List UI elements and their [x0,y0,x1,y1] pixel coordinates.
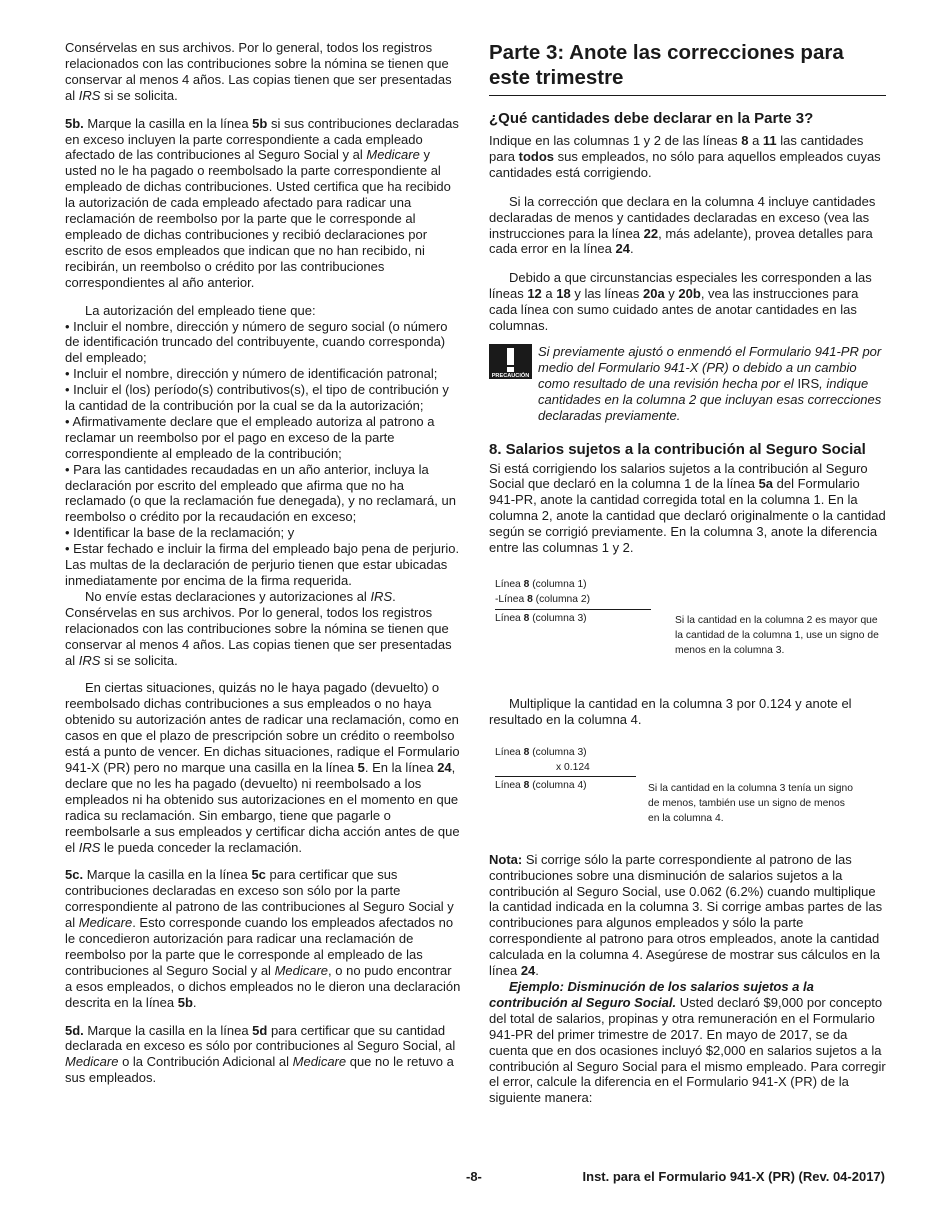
section-heading-part3-amounts: ¿Qué cantidades debe declarar en la Parte 3? [489,110,814,127]
bullet-item: • Incluir el nombre, dirección y número de seguro social (o número de identificación truncado del contribuyente, cuando corresponda) del empleado; [65,318,448,366]
bullet-item: • Incluir el (los) período(s) contributivos(s), el tipo de contribución y la cantidad de la contribución por la cual se da la autorización; [65,382,449,414]
worksheet-line: Línea 8 (columna 3) [495,612,587,624]
worksheet-line: x 0.124 [556,761,590,773]
bullet-item: • Afirmativamente declare que el empleado autoriza al patrono a reclamar un reembolso por el pago en exceso de la parte correspondiente al empleado de la contribución; [65,413,435,461]
instruction-title: Inst. para el Formulario 941-X (PR) (Rev. 04-2017) [582,1169,885,1184]
caution-note [489,344,886,424]
bullet-item: • Estar fechado e incluir la firma del empleado bajo pena de perjurio. Las multas de la declaración de perjurio tienen que estar ubicadas inmediatamente por encima de la firma requerida. [65,541,460,588]
worksheet-line: Línea 8 (columna 4) [495,779,587,791]
paragraph-ejemplo: Ejemplo: Disminución de los salarios sujetos a la contribución al Seguro Social. Usted declaró $9,000 por concepto del total de salarios, propinas y otra remuneración en el Formulario 941-PR del primer trimestre de 2017. En mayo de 2017, se da cuenta que en dos ocasiones incluyó $2,000 en salarios sujetos a la contribución al Seguro Social para el mismo empleado. Para corregir el error, calcule la diferencia en el Formulario 941-X (PR) de la siguiente manera: [489,979,886,1106]
page-number: -8- [466,1169,482,1184]
paragraph-line-8: Si está corrigiendo los salarios sujetos a la contribución al Seguro Social que declaró en la columna 1 de la línea 5a del Formulario 941-PR, anote la cantidad corregida total en la columna 1. En la columna 2, anote la cantidad que declaró originalmente o la cantidad según se corrigió previamente. En la columna 3, anote la diferencia entre las columnas 1 y 2. [489,460,886,556]
authorization-intro: La autorización del empleado tiene que: [85,302,316,318]
paragraph-multiplique: Multiplique la cantidad en la columna 3 por 0.124 y anote el resultado en la columna 4. [489,695,852,727]
paragraph-5b: 5b. Marque la casilla en la línea 5b si sus contribuciones declaradas en exceso incluyen la parte correspondiente a cada empleado afectado de las contribuciones al Seguro Social y al Medicare y usted no le ha pagado o reembolsado la parte correspondiente al empleado de dichas contribuciones. Usted certifica que ha recibido la autorización de cada empleado afectado para radicar una reclamación de reembolso por la parte que le corresponde al empleado de dichas contribuciones y recibió declaraciones por escrito de esos empleados que indican que no han recibido, ni recibirán, un reembolso o crédito por las contribuciones correspondientes al año anterior. [65,115,459,290]
part3-title: Parte 3: Anote las correcciones para este trimestre [489,40,886,96]
right-column [489,40,886,1106]
caution-icon-label: PRECAUCIÓN [491,372,530,379]
paragraph-nota: Nota: Si corrige sólo la parte correspondiente al patrono de las contribuciones sobre una disminución de salarios sujetos a la contribución al Seguro Social, use 0.062 (6.2%) cuando multiplique la cantidad indicada en la columna 3. Si corrige ambas partes de las contribuciones para algunos empleados y sólo la parte correspondiente al patrono para otros empleados, anote la cantidad calculada en la columna 4. Asegúrese de mostrar sus cálculos en la línea 24. [489,851,883,979]
worksheet-note: Si la cantidad en la columna 2 es mayor que la cantidad de la columna 1, use un signo de menos en la columna 3. [675,614,879,656]
bullet-item: • Identificar la base de la reclamación; y [65,525,295,541]
left-column [65,40,462,1086]
paragraph-si-correccion: Si la corrección que declara en la columna 4 incluye cantidades declaradas de menos y cantidades declaradas en exceso (vea las instrucciones para la línea 22, más adelante), provea detalles para cada error en la línea 24. [489,193,876,257]
worksheet-line-8-col3 [489,574,886,658]
worksheet-line: Línea 8 (columna 3) [495,746,587,758]
worksheet-line: Línea 8 (columna 1) [495,578,587,590]
paragraph-keep-records: Consérvelas en sus archivos. Por lo general, todos los registros relacionados con las contribuciones sobre la nómina se tienen que conservar al menos 4 años. Las copias tienen que ser presentadas al IRS si se solicita. [65,40,452,103]
paragraph-5d: 5d. Marque la casilla en la línea 5d para certificar que su cantidad declarada en exceso es sólo por contribuciones al Seguro Social, al Medicare o la Contribución Adicional al Medicare que no le retuvo a sus empleados. [65,1022,456,1086]
paragraph-ciertas-situaciones: En ciertas situaciones, quizás no le haya pagado (devuelto) o reembolsado dichas contribuciones a sus empleados o no haya obtenido su autorización antes de radicar una reclamación, como en casos en que el plazo de prescripción sobre un crédito o reembolso está a punto de vencer. En dichas situaciones, radique el Formulario 941-X (PR) pero no marque una casilla en la línea 5. En la línea 24, declare que no les ha pagado (devuelto) ni reembolsado a los empleados ni ha obtenido sus autorizaciones en el momento en que radica su reclamación. Sin embargo, tiene que pagarle o reembolsarle a sus empleados y certificar dicha acción antes de que el IRS le pueda conceder la reclamación. [65,680,460,855]
worksheet-rule [495,776,636,777]
caution-text: Si previamente ajustó o enmendó el Formulario 941-PR por medio del Formulario 941-X (PR) o debido a un cambio como resultado de una revisión hecha por el IRS, indique cantidades en la columna 2 que incluyan esas correcciones declaradas previamente. [538,343,882,423]
worksheet-note: Si la cantidad en la columna 3 tenía un signo de menos, también use un signo de menos en la columna 4. [648,782,853,824]
paragraph-indique: Indique en las columnas 1 y 2 de las líneas 8 a 11 las cantidades para todos sus empleados, no sólo para aquellos empleados cuyas cantidades está corrigiendo. [489,133,881,180]
section-heading-line-8: 8. Salarios sujetos a la contribución al Seguro Social [489,440,866,458]
paragraph-5c: 5c. Marque la casilla en la línea 5c para certificar que sus contribuciones declaradas en exceso son sólo por la parte correspondiente al patrono de las contribuciones al Seguro Social y al Medicare. Esto corresponde cuando los empleados afectados no le concedieron autorización para radicar una reclamación de reembolso por la parte que le corresponde al empleado de las contribuciones al Seguro Social y al Medicare, o no pudo encontrar a esos empleados, o dichos empleados no le dieron una declaración descrita en la línea 5b. [65,867,461,1010]
paragraph-debido: Debido a que circunstancias especiales les corresponden a las líneas 12 a 18 y las líneas 20a y 20b, vea las instrucciones para cada línea con sumo cuidado antes de anotar cantidades en las columnas. [489,270,872,334]
paragraph-no-envie: No envíe estas declaraciones y autorizaciones al IRS. Consérvelas en sus archivos. Por lo general, todos los registros relacionados con las contribuciones sobre la nómina se tienen que conservar al menos 4 años. Las copias tienen que ser presentadas al IRS si se solicita. [65,588,452,668]
worksheet-rule [495,609,651,610]
worksheet-line-8-col4 [489,742,886,826]
bullet-item: • Incluir el nombre, dirección y número de identificación patronal; [65,366,438,382]
caution-icon [489,344,532,379]
worksheet-line: -Línea 8 (columna 2) [495,593,591,605]
bullet-item: • Para las cantidades recaudadas en un año anterior, incluya la declaración por escrito del empleado que afirma que no ha reclamado (o que la reclamación fue denegada), y no reclamará, un reembolso o crédito por la recaudación en exceso; [65,461,456,525]
